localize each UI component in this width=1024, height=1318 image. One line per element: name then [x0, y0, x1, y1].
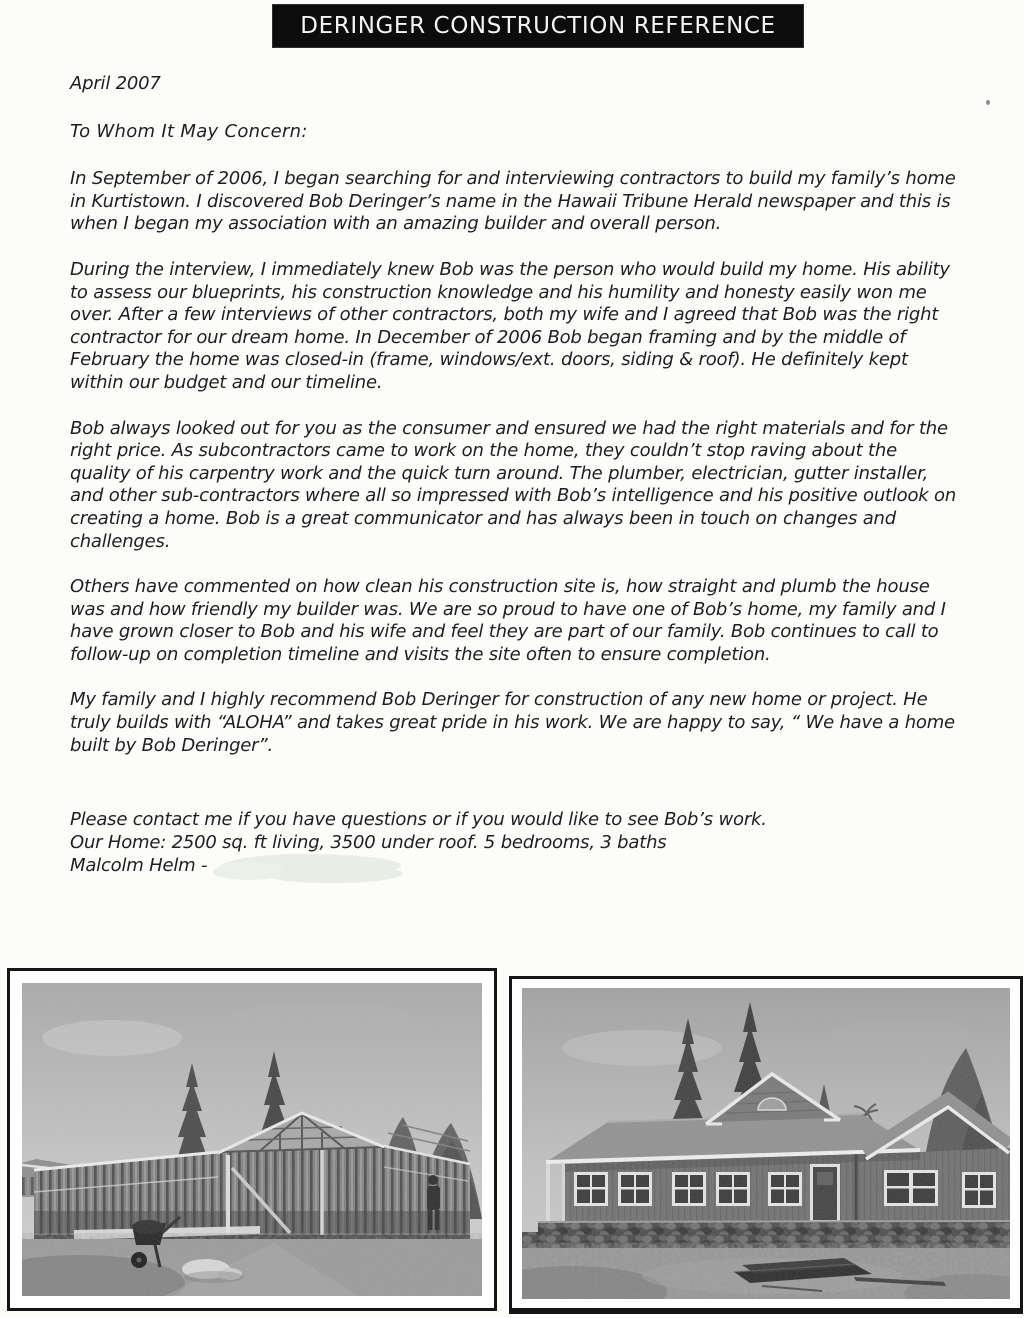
photo-gallery: [7, 968, 1023, 1314]
letter-paragraph: My family and I highly recommend Bob Deringer for construction of any new home or project. He truly builds with “ALOHA” and takes great pride in his work. We are happy to say, “ We have a home built by Bob Deringer”.: [70, 689, 955, 756]
letter-date: April 2007: [70, 73, 161, 94]
closing-line: Our Home: 2500 sq. ft living, 3500 under roof. 5 bedrooms, 3 baths: [70, 831, 667, 853]
letter-paragraph: During the interview, I immediately knew Bob was the person who would build my home. His ability to assess our blueprints, his construction knowledge and his humility and honesty easily won me over. After a few interviews of other contractors, both my wife and I agreed that Bob was the right contractor for our dream home. In December of 2006 Bob began framing and by the middle of February the home was closed-in (frame, windows/ext. doors, siding & roof). He definitely kept within our budget and our timeline.: [70, 258, 950, 393]
salutation: To Whom It May Concern:: [70, 120, 308, 142]
letter-paragraph: Bob always looked out for you as the consumer and ensured we had the right materials and for the right price. As subcontractors came to work on the home, they couldn’t stop raving about the quality of his carpentry work and the quick turn around. The plumber, electrician, gutter installer, and other sub-contractors where all so impressed with Bob’s intelligence and his positive outlook on creating a home. Bob is a great communicator and has always been in touch on changes and challenges.: [70, 417, 957, 552]
construction-photo-illustration: [22, 983, 482, 1296]
completed-house-photo-illustration: [522, 988, 1010, 1299]
document-title-banner: [273, 5, 803, 47]
letter-paragraph: In September of 2006, I began searching for and interviewing contractors to build my family’s home in Kurtistown. I discovered Bob Deringer’s name in the Hawaii Tribune Herald newspaper and this is when I began my association with an amazing builder and overall person.: [70, 168, 956, 235]
signature-line: [70, 854, 962, 878]
redacted-contact-info: [219, 854, 401, 878]
photo-construction-framing: [7, 968, 497, 1311]
letter-paragraph: Others have commented on how clean his construction site is, how straight and plumb the house was and how friendly my builder was. We are so proud to have one of Bob’s home, my family and I have grown closer to Bob and his wife and feel they are part of our family. Bob continues to call to follow-up on completion timeline and visits the site often to ensure completion.: [70, 576, 946, 665]
closing-line: Please contact me if you have questions or if you would like to see Bob’s work.: [70, 809, 767, 831]
document-title: DERINGER CONSTRUCTION REFERENCE: [300, 13, 776, 39]
signature-name: Malcolm Helm -: [70, 855, 208, 877]
photo-completed-house: [509, 976, 1023, 1314]
letter-body: [70, 73, 962, 878]
closing-block: [70, 809, 962, 878]
scan-artifact-speck: [986, 100, 990, 105]
